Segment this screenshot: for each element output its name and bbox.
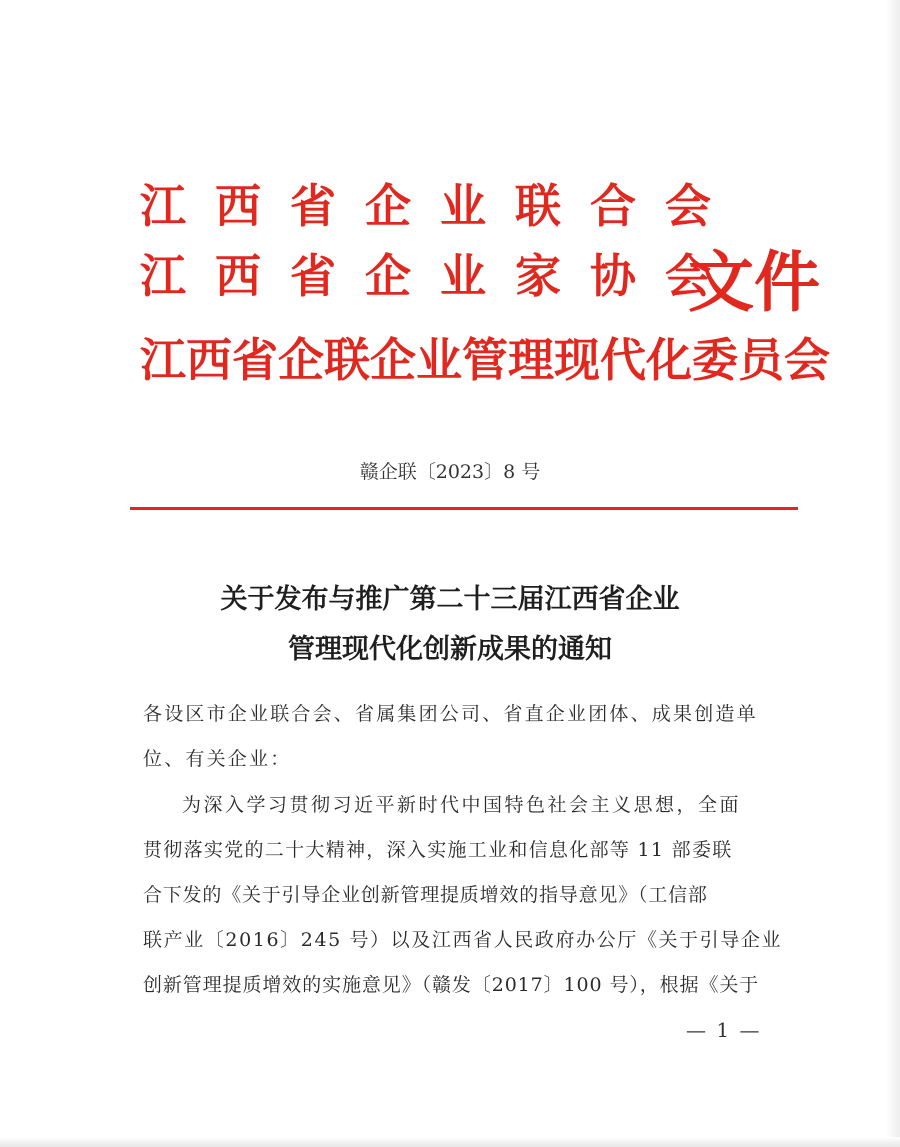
body-line: 创新管理提质增效的实施意见》（赣发〔2017〕100 号），根据《关于 [143,974,760,996]
body-line: 各设区市企业联合会、省属集团公司、省直企业团体、成果创造单 [143,703,758,725]
issuer-line-1: 江西省企业联合会 [140,179,740,233]
issuer-line-3: 江西省企联企业管理现代化委员会 [140,333,830,387]
body-line: 合下发的《关于引导企业创新管理提质增效的指导意见》（工信部 [143,884,708,906]
body-line: 位、有关企业： [143,748,292,770]
notice-title-line-2: 管理现代化创新成果的通知 [288,634,612,665]
notice-title-line-1: 关于发布与推广第二十三届江西省企业 [220,584,680,615]
issuer-line-2: 江西省企业家协会 [140,249,740,303]
body-line: 为深入学习贯彻习近平新时代中国特色社会主义思想，全面 [182,794,742,816]
document-number: 赣企联〔2023〕8 号 [359,461,541,483]
body-line: 贯彻落实党的二十大精神，深入实施工业和信息化部等 11 部委联 [143,839,733,861]
page-edge-shadow [0,1137,900,1147]
page-number: — 1 — [686,1018,762,1042]
page-edge-shadow [886,0,900,1147]
red-divider [130,507,798,510]
body-line: 联产业〔2016〕245 号）以及江西省人民政府办公厅《关于引导企业 [143,929,783,951]
document-suffix: 文件 [688,244,820,321]
